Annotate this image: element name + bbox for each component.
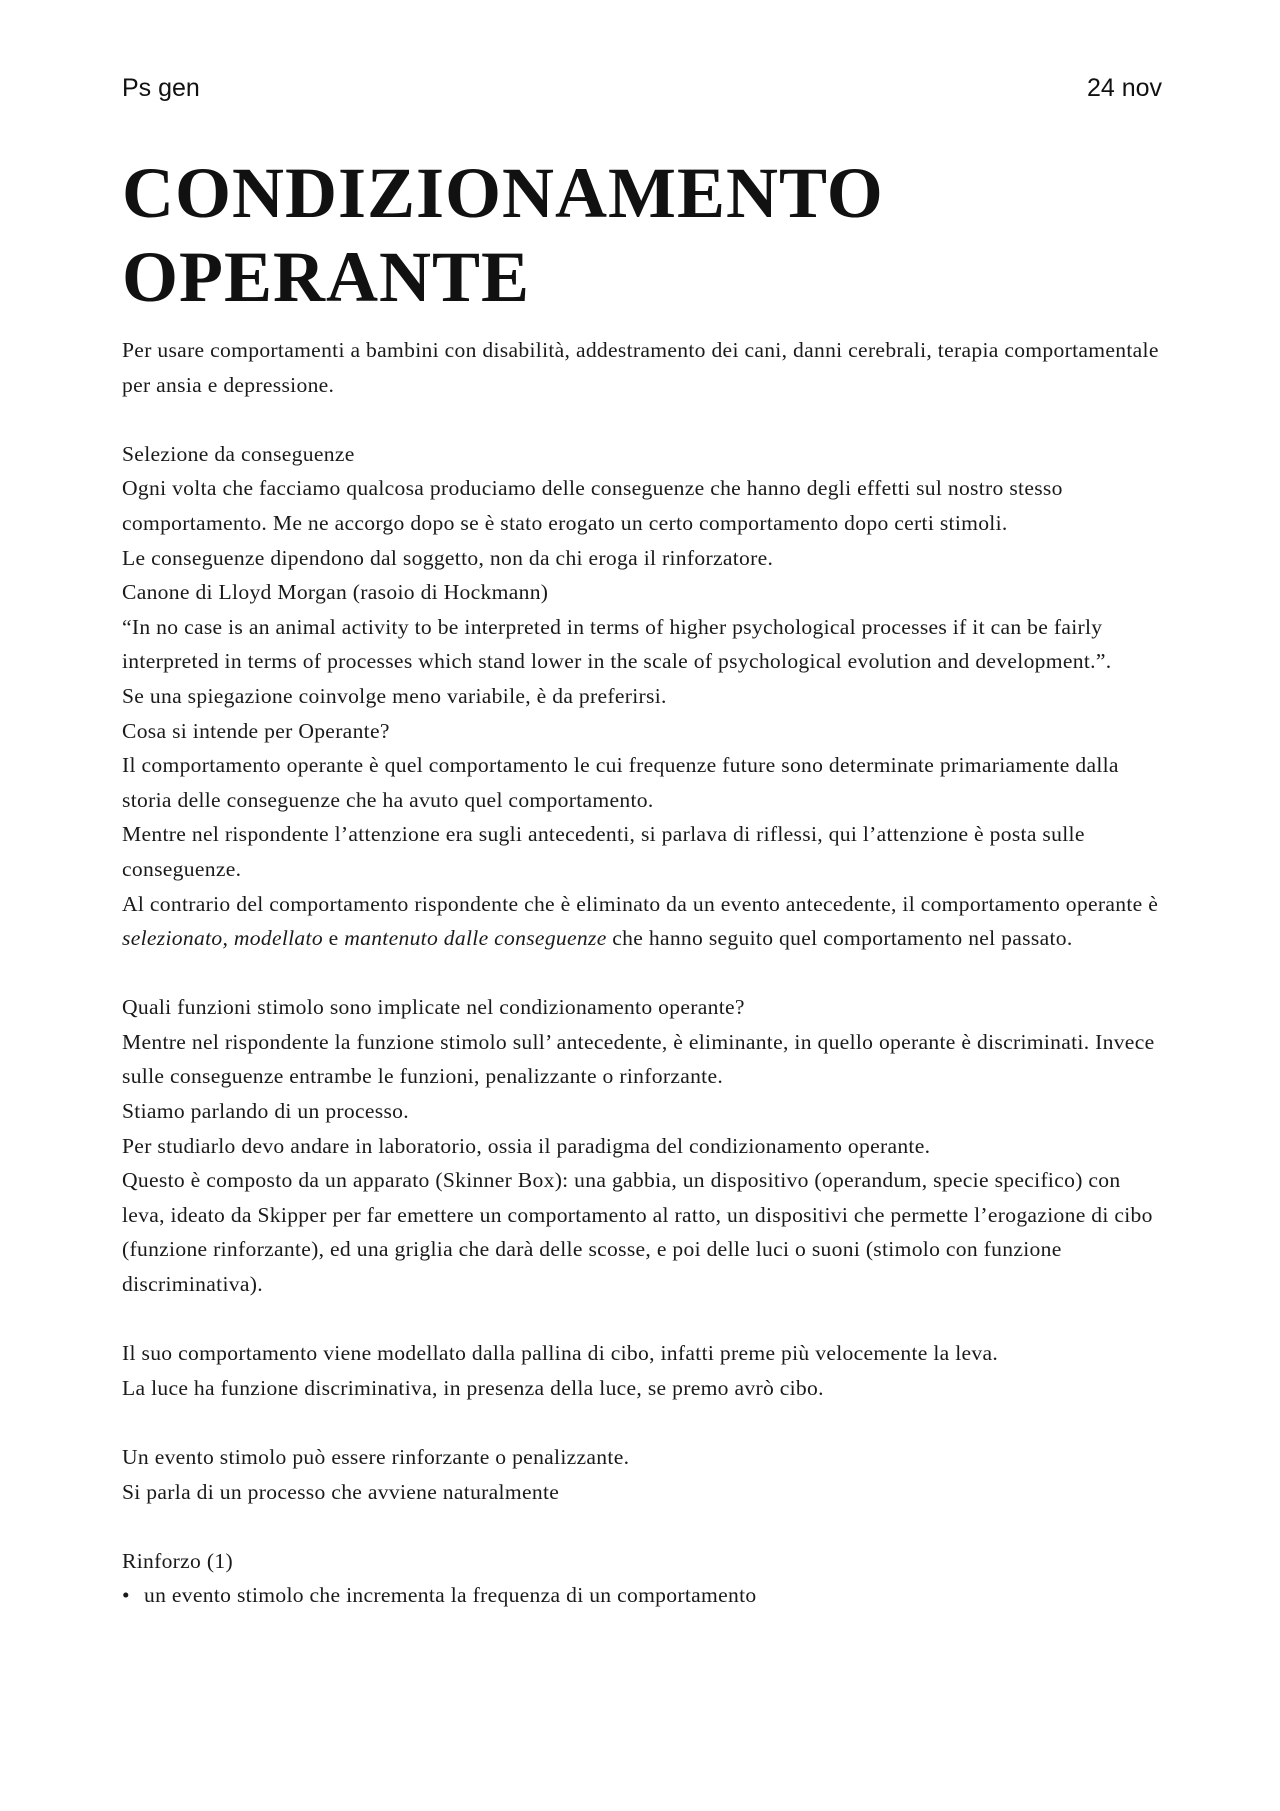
paragraph: Se una spiegazione coinvolge meno variabile, è da preferirsi. <box>122 683 667 708</box>
paragraph: Cosa si intende per Operante? <box>122 718 390 743</box>
emphasis-text: mantenuto dalle conseguenze <box>344 926 607 951</box>
paragraph: Ogni volta che facciamo qualcosa produciamo delle conseguenze che hanno degli effetti sul nostro stesso comportamento. Me ne accorgo dopo se è stato erogato un certo comportamento dopo certi stimoli. <box>122 476 1063 535</box>
text-run: che hanno seguito quel comportamento nel passato. <box>606 926 1073 951</box>
paragraph: Il comportamento operante è quel comportamento le cui frequenze future sono determinate primariamente dalla storia delle conseguenze che ha avuto quel comportamento. <box>122 753 1119 812</box>
page-header <box>122 74 1162 103</box>
paragraph-gap <box>122 956 1162 991</box>
text-run: e <box>322 926 345 951</box>
list-item-text: un evento stimolo che incrementa la frequenza di un comportamento <box>144 1583 757 1608</box>
section-heading-rinforzo: Rinforzo (1) <box>122 1548 233 1573</box>
emphasis-text: selezionato, modellato <box>122 926 323 951</box>
paragraph-with-emphasis <box>122 887 1162 956</box>
title-line-1: CONDIZIONAMENTO <box>122 153 884 233</box>
paragraph: La luce ha funzione discriminativa, in presenza della luce, se premo avrò cibo. <box>122 1375 824 1400</box>
document-body <box>122 333 1162 1613</box>
paragraph: Questo è composto da un apparato (Skinner Box): una gabbia, un dispositivo (operandum, specie specifico) con leva, ideato da Skipper per far emettere un comportamento al ratto, un dispositivi che permette l’erogazione di cibo (funzione rinforzante), ed una griglia che darà delle scosse, e poi delle luci o suoni (stimolo con funzione discriminativa). <box>122 1168 1153 1297</box>
paragraph: Canone di Lloyd Morgan (rasoio di Hockmann) <box>122 580 549 605</box>
intro-paragraph: Per usare comportamenti a bambini con disabilità, addestramento dei cani, danni cerebrali, terapia comportamentale per ansia e depressione. <box>122 338 1159 397</box>
paragraph: Si parla di un processo che avviene naturalmente <box>122 1479 560 1504</box>
list-item <box>122 1578 1162 1613</box>
paragraph-gap <box>122 1302 1162 1337</box>
paragraph: Il suo comportamento viene modellato dalla pallina di cibo, infatti preme più velocemente la leva. <box>122 1341 999 1366</box>
paragraph: Per studiarlo devo andare in laboratorio, ossia il paradigma del condizionamento operante. <box>122 1133 931 1158</box>
title-line-2: OPERANTE <box>122 237 531 317</box>
paragraph: Un evento stimolo può essere rinforzante o penalizzante. <box>122 1445 630 1469</box>
section-heading-funzioni: Quali funzioni stimolo sono implicate nel condizionamento operante? <box>122 995 745 1020</box>
page-title <box>122 151 1162 319</box>
paragraph: Le conseguenze dipendono dal soggetto, non da chi eroga il rinforzatore. <box>122 545 774 570</box>
morgan-quote: “In no case is an animal activity to be interpreted in terms of higher psychological processes if it can be fairly interpreted in terms of processes which stand lower in the scale of psychological evolution and development.”. <box>122 614 1112 674</box>
paragraph: Mentre nel rispondente la funzione stimolo sull’ antecedente, è eliminante, in quello operante è discriminati. Invece sulle conseguenze entrambe le funzioni, penalizzante o rinforzante. <box>122 1029 1155 1089</box>
paragraph-gap <box>122 1509 1162 1544</box>
paragraph: Stiamo parlando di un processo. <box>122 1099 409 1124</box>
header-date: 24 nov <box>1086 74 1162 102</box>
paragraph-gap <box>122 402 1162 437</box>
bullet-point: • <box>122 1583 130 1608</box>
section-heading-selezione: Selezione da conseguenze <box>122 441 355 466</box>
text-run: Al contrario del comportamento rispondente che è eliminato da un evento antecedente, il comportamento operante è <box>122 891 1159 916</box>
paragraph: Mentre nel rispondente l’attenzione era sugli antecedenti, si parlava di riflessi, qui l’attenzione è posta sulle conseguenze. <box>122 822 1085 881</box>
paragraph-gap <box>122 1405 1162 1440</box>
header-subject: Ps gen <box>122 74 200 102</box>
